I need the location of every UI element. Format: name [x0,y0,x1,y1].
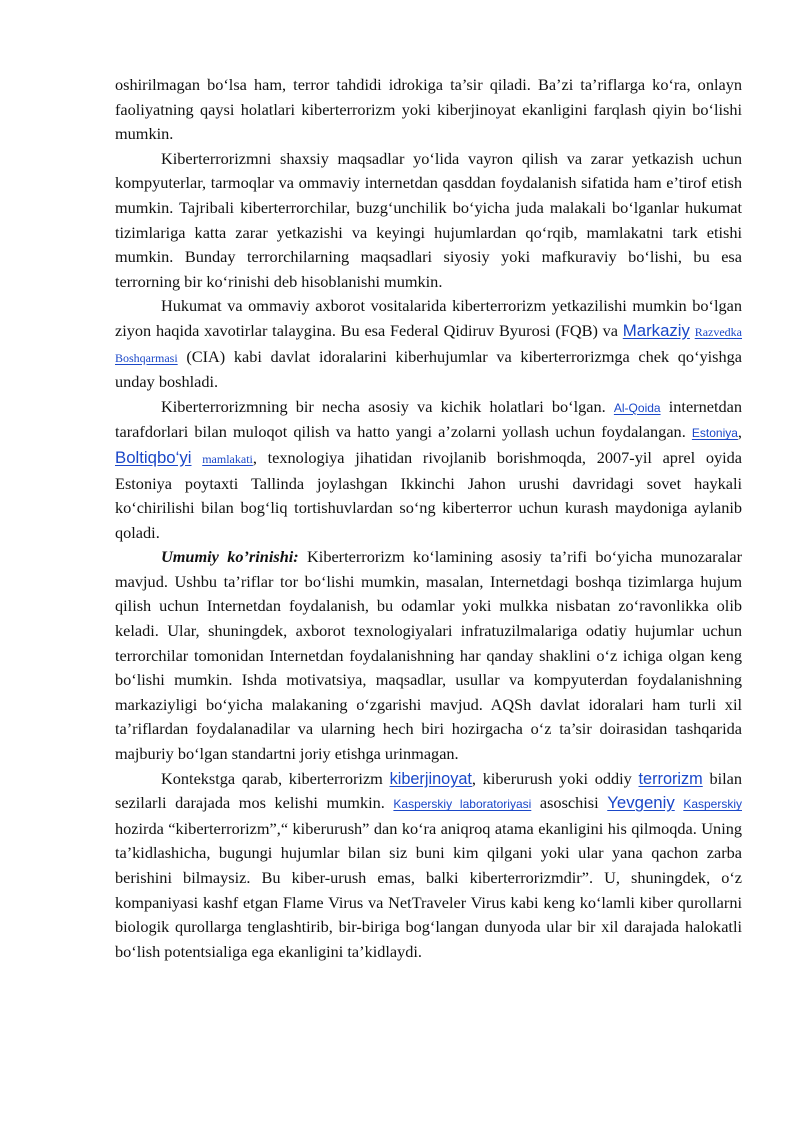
link-estoniya[interactable]: Estoniya [691,426,738,441]
text-segment: Kontekstga qarab, kiberterrorizm [161,768,390,788]
text-segment: hozirda “kiberterrorizm”,“ kiberurush” dan ko‘ra aniqroq atama ekanligini his qilmoqda. Uning ta’kidlashicha, bugungi hujumlar bilan siz buni kim qilgani yoki ular yana qachon zarba berishini bilmaysiz. Bu kiber-urush emas, balki kiberterrorizmdir”. U, shuningdek, o‘z kompaniyasi kashf etgan Flame Virus va NetTraveler Virus kabi keng ko‘lamli kiber qurollarni biologik qurollarga tenglashtirib, bir-biriga bog‘langan dunyoda ular bir xil darajada halokatli bo‘lish potentsialiga ega ekanligini ta’kidlaydi. [115,818,742,961]
link-kasperskiy-laboratoriyasi[interactable]: Kasperskiy laboratoriyasi [393,797,532,812]
paragraph-context [115,767,742,965]
link-al-qoida[interactable]: Al-Qoida [613,400,661,415]
link-terrorizm[interactable]: terrorizm [638,769,703,788]
paragraph-cyberterrorism-definition: Kiberterrorizmni shaxsiy maqsadlar yo‘lida vayron qilish va zarar yetkazish uchun kompyuterlar, tarmoqlar va ommaviy internetdan qasddan foydalanish sifatida ham e’tirof etish mumkin. Tajribali kiberterrorchilar, buzg‘unchilik bo‘yicha juda malakali bo‘lganlar hukumat tizimlariga katta zarar yetkazishi va keyingi hujumlardan qo‘rqib, mamlakatni tark etishi mumkin. Bunday terrorchilarning maqsadlari siyosiy yoki mafkuraviy bo‘lishi, bu esa terrorning bir ko‘rinishi deb hisoblanishi mumkin. [115,148,742,291]
text-segment: , [737,422,742,442]
link-kasperskiy[interactable]: Kasperskiy [683,797,742,812]
text-segment: Kiberterrorizm ko‘lamining asosiy ta’rifi bo‘yicha munozaralar mavjud. Ushbu ta’riflar tor bo‘lishi mumkin, masalan, Internetdagi boshqa tizimlarga hujum qilish uchun Internetdan foydalanish, bu odamlar yoki mulkka nisbatan zo‘ravonlikka olib keladi. Ular, shuningdek, axborot texnologiyalari infratuzilmalariga odatiy hujumlar uchun terrorchilar tomonidan Internetdan foydalanishning har qanday shaklini o‘z ichiga olgan keng bo‘lishi mumkin. Ishda motivatsiya, maqsadlar, usullar va kompyuterdan foydalanishning markaziyligi bo‘yicha malakaning o‘zgarishi mavjud. AQSh davlat idoralari ham turli xil ta’riflardan foydalanadilar va ularning hech biri hozirgacha o‘z ta’sir doirasidan tashqarida majburiy bo‘lgan standartni joriy etishga urinmagan. [115,547,742,764]
text-segment: Hukumat va ommaviy axborot vositalarida kiberterrorizm yetkazilishi mumkin bo‘lgan ziyon haqida xavotirlar talaygina. Bu esa Federal Qidiruv Byurosi (FQB) va [115,296,742,340]
paragraph-government-concerns [115,294,742,394]
link-boltiqboyi[interactable]: Boltiqbo‘yi [115,447,192,467]
text-segment: internetdan tarafdorlari bilan muloqot qilish va hatto yangi a’zolarni yollash uchun foydalangan. [115,396,742,442]
link-razvedka-boshqarmasi[interactable]: Razvedka Boshqarmasi [115,324,743,365]
paragraph-cases [115,395,742,546]
section-heading: Umumiy ko’rinishi: [161,547,299,567]
text-segment: asoschisi [531,793,608,813]
text-segment: Kiberterrorizmning bir necha asosiy va kichik holatlari bo‘lgan. [161,396,614,416]
text-segment: bilan sezilarli darajada mos kelishi mumkin. [115,768,743,813]
link-markaziy[interactable]: Markaziy [622,320,690,340]
paragraph-continuation: oshirilmagan bo‘lsa ham, terror tahdidi idrokiga ta’sir qiladi. Ba’zi ta’riflarga ko‘ra, onlayn faoliyatning qaysi holatlari kiberterrorizm yoki kiberjinoyat ekanligini farqlash qiyin bo‘lishi mumkin. [115,75,742,144]
text-segment: , kiberurush yoki oddiy [471,768,639,788]
text-segment [192,448,203,467]
link-mamlakati[interactable]: mamlakati [202,451,253,466]
paragraph-overview [115,545,742,766]
link-yevgeniy[interactable]: Yevgeniy [607,793,675,813]
text-segment: , texnologiya jihatidan rivojlanib borishmoqda, 2007-yil aprel oyida Estoniya poytaxti Tallinda joylashgan Ikkinchi Jahon urushi davridagi sovet haykali ko‘chirilishi bilan bog‘liq tortishuvlardan so‘ng kiberterror uchun kurash maydoniga aylanib qoladi. [115,447,743,542]
link-kiberjinoyat[interactable]: kiberjinoyat [389,769,472,788]
text-segment: (CIA) kabi davlat idoralarini kiberhujumlar va kiberterrorizmga chek qo‘yishga unday boshladi. [115,346,742,392]
